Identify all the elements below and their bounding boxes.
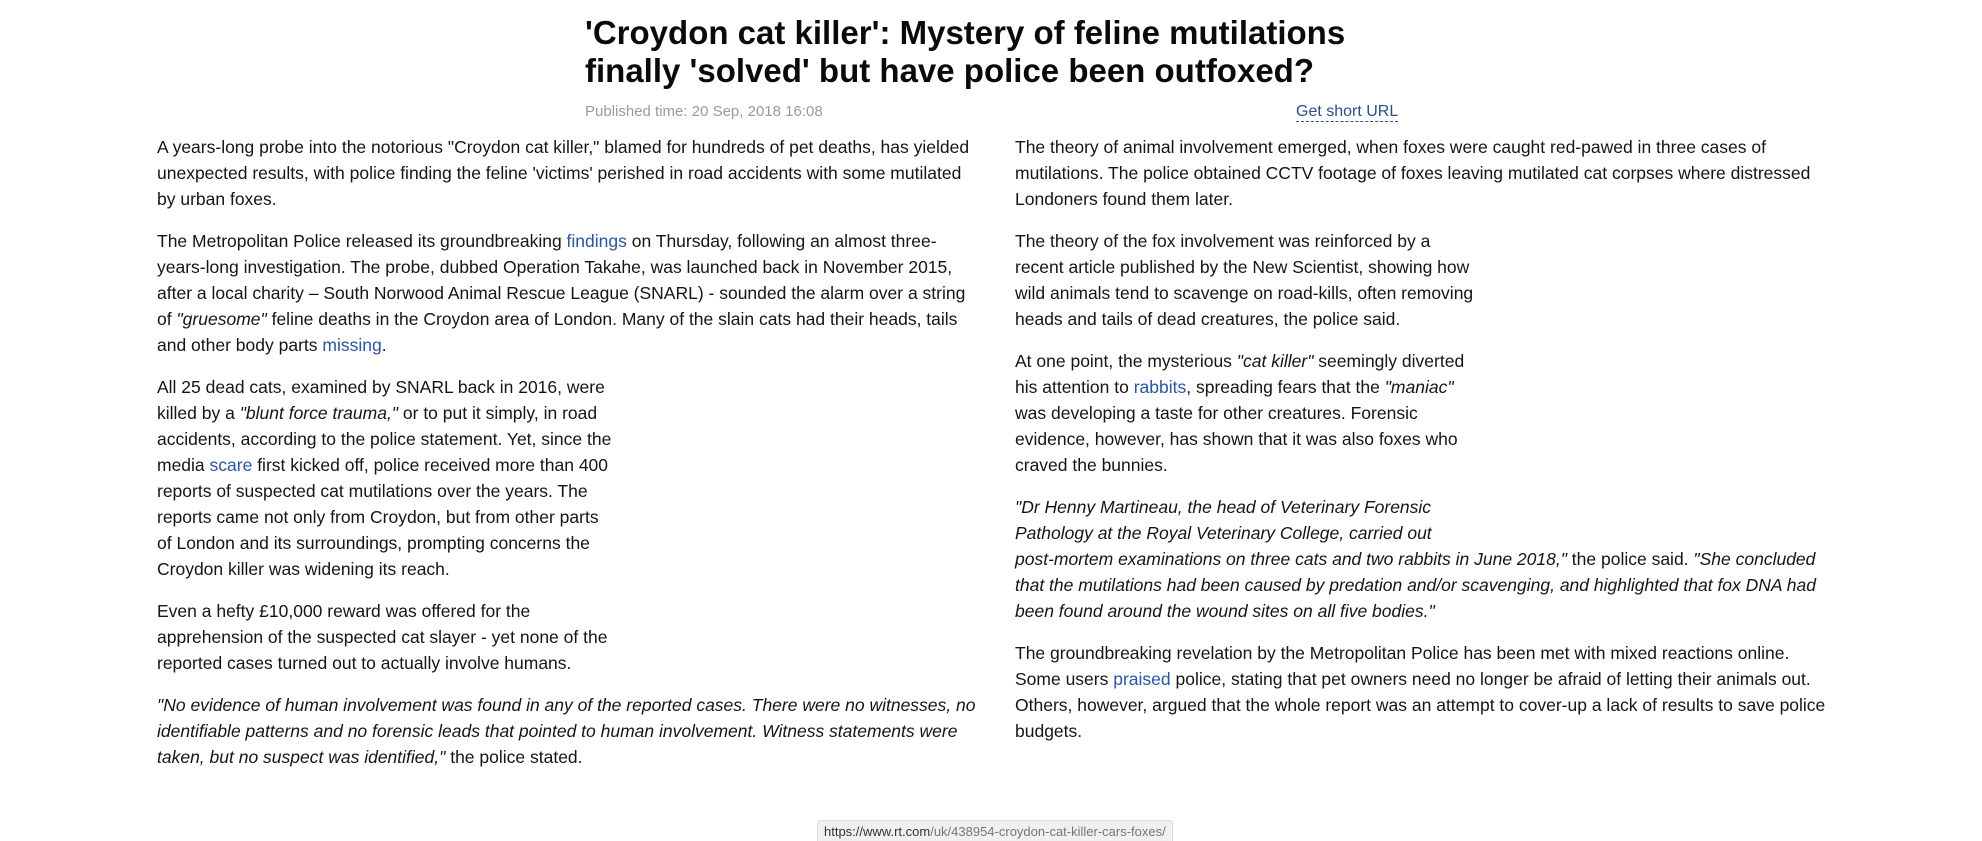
paragraph-reward: Even a hefty £10,000 reward was offered for the apprehension of the suspected cat slayer - yet none of the reported cases turned out to actually involve humans. bbox=[157, 601, 608, 673]
paragraph-text: The groundbreaking revelation by the Metropolitan Police has been met with mixed reactions online. Some users bbox=[1015, 643, 1790, 689]
paragraph-text: police, stating that pet owners need no longer be afraid of letting their animals out. Others, however, argued that the whole report was an attempt to cover-up a lack of results to save police budgets. bbox=[1015, 669, 1826, 741]
praised-link[interactable]: praised bbox=[1113, 669, 1171, 689]
paragraph-text: or to put it simply, in road accidents, according to the police statement. Yet, since the media bbox=[157, 403, 612, 475]
paragraph-text: All 25 dead cats, examined by SNARL back in 2016, were killed by a bbox=[157, 377, 605, 423]
rabbits-link[interactable]: rabbits bbox=[1133, 377, 1187, 397]
paragraph-reactions bbox=[1015, 640, 1835, 744]
paragraph-police-quote bbox=[157, 692, 977, 770]
paragraph-forensic-quote bbox=[1015, 494, 1835, 624]
status-url-path: /uk/438954-croydon-cat-killer-cars-foxes/ bbox=[930, 824, 1166, 839]
paragraph-blunt-force bbox=[157, 374, 617, 582]
article-body-left-column bbox=[157, 134, 977, 786]
paragraph-text: . bbox=[381, 335, 387, 355]
paragraph-text: The Metropolitan Police released its groundbreaking bbox=[157, 231, 567, 251]
paragraph-animal-theory: The theory of animal involvement emerged, when foxes were caught red-pawed in three cases of mutilations. The police obtained CCTV footage of foxes leaving mutilated cat corpses where distressed Londoners found them later. bbox=[1015, 137, 1811, 209]
published-time: Published time: 20 Sep, 2018 16:08 bbox=[585, 103, 823, 120]
paragraph-text: the police said. bbox=[1566, 549, 1694, 569]
paragraph-text: first kicked off, police received more than 400 reports of suspected cat mutilations over the years. The reports came not only from Croydon, but from other parts of London and its surroundings, prompting concerns the Croydon killer was widening its reach. bbox=[157, 455, 609, 579]
status-url-host: https://www.rt.com bbox=[824, 824, 931, 839]
paragraph-new-scientist: The theory of the fox involvement was reinforced by a recent article published by the New Scientist, showing how wild animals tend to scavenge on road-kills, often removing heads and tails of dead creatures, the police said. bbox=[1015, 231, 1474, 329]
quoted-text: "maniac" bbox=[1384, 377, 1454, 397]
quoted-text: "gruesome" bbox=[176, 309, 267, 329]
paragraph-text: seemingly diverted his attention to bbox=[1015, 351, 1465, 397]
paragraph-text: was developing a taste for other creatures. Forensic evidence, however, has shown that it was also foxes who craved the bunnies. bbox=[1015, 403, 1458, 475]
article-body-right-column bbox=[1015, 134, 1835, 760]
paragraph-findings bbox=[157, 228, 977, 358]
paragraph-text: the police stated. bbox=[445, 747, 583, 767]
quoted-text: "cat killer" bbox=[1236, 351, 1314, 371]
findings-link[interactable]: findings bbox=[566, 231, 627, 251]
scare-link[interactable]: scare bbox=[209, 455, 253, 475]
paragraph-rabbits bbox=[1015, 348, 1475, 478]
article-title: 'Croydon cat killer': Mystery of feline mutilations finally 'solved' but have police been outfoxed? bbox=[585, 14, 1346, 89]
paragraph-text: , spreading fears that the bbox=[1186, 377, 1385, 397]
quoted-text: "No evidence of human involvement was found in any of the reported cases. There were no witnesses, no identifiable patterns and no forensic leads that pointed to human involvement. Witness statements were taken, but no suspect was identified," bbox=[157, 695, 976, 767]
get-short-url-link[interactable]: Get short URL bbox=[1296, 103, 1399, 120]
quoted-text: "Dr Henny Martineau, the head of Veterinary Forensic Pathology at the Royal Veterinary College, carried out bbox=[1015, 497, 1432, 543]
paragraph-intro: A years-long probe into the notorious "Croydon cat killer," blamed for hundreds of pet deaths, has yielded unexpected results, with police finding the feline 'victims' perished in road accidents with some mutilated by urban foxes. bbox=[157, 137, 970, 209]
quoted-text: "blunt force trauma," bbox=[239, 403, 399, 423]
status-bar-url bbox=[817, 820, 1173, 841]
quoted-text: post-mortem examinations on three cats and two rabbits in June 2018," bbox=[1015, 549, 1567, 569]
paragraph-text: feline deaths in the Croydon area of London. Many of the slain cats had their heads, tails and other body parts bbox=[157, 309, 958, 355]
paragraph-text: At one point, the mysterious bbox=[1015, 351, 1237, 371]
quoted-text: "She concluded that the mutilations had been caused by predation and/or scavenging, and highlighted that fox DNA had been found around the wound sites on all five bodies." bbox=[1015, 549, 1817, 621]
paragraph-text: on Thursday, following an almost three-years-long investigation. The probe, dubbed Operation Takahe, was launched back in November 2015, after a local charity – South Norwood Animal Rescue League (SNARL) - sounded the alarm over a string of bbox=[157, 231, 966, 329]
missing-link[interactable]: missing bbox=[322, 335, 382, 355]
